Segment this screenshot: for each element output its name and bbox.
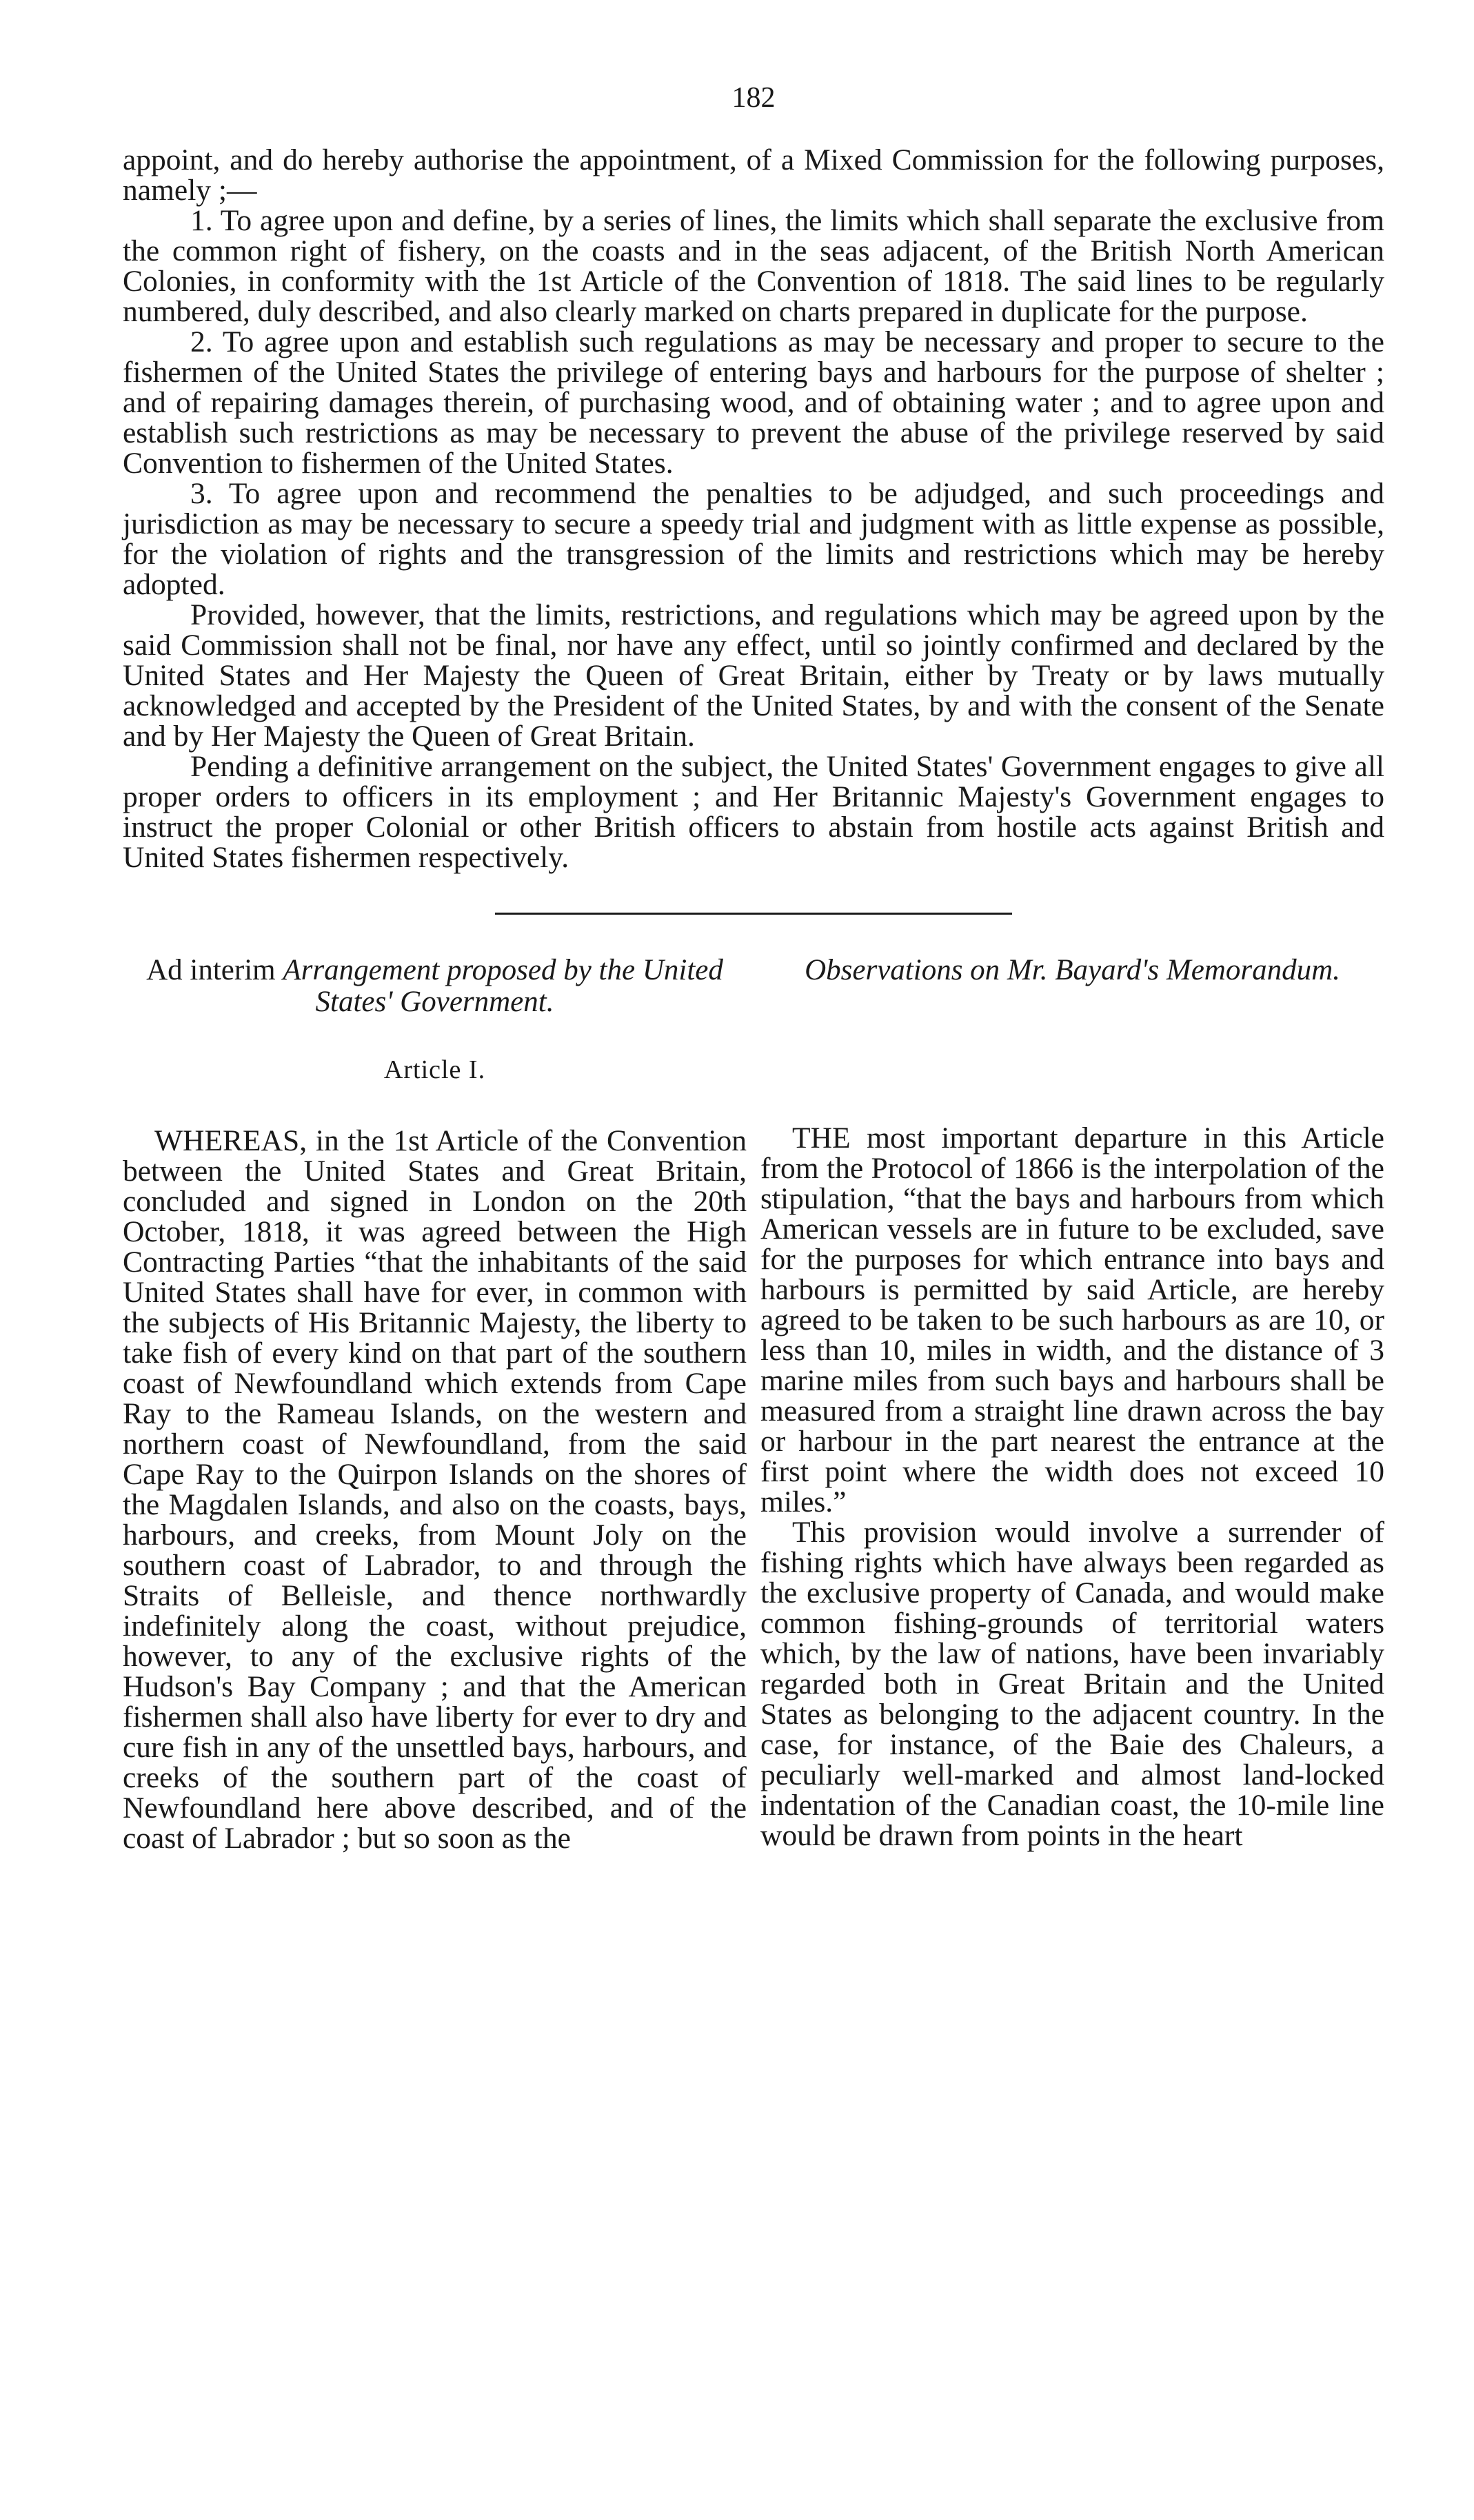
intro-pending: Pending a definitive arrangement on the subject, the United States' Government engages to give all proper orders to officers in its employment ; and Her Britannic Majesty's Government engages to instruct the proper Colonial or other British officers to abstain from hostile acts against British and United States fishermen respectively. — [123, 750, 1384, 874]
left-column-heading — [123, 955, 747, 1018]
left-column-paragraph: WHEREAS, in the 1st Article of the Convention between the United States and Great Britain, concluded and signed in London on the 20th October, 1818, it was agreed between the High Contracting Parties “that the inhabitants of the said United States shall have for ever, in common with the subjects of His Britannic Majesty, the liberty to take fish of every kind on that part of the southern coast of Newfoundland which extends from Cape Ray to the Rameau Islands, on the western and northern coast of Newfoundland, from the said Cape Ray to the Quirpon Islands on the shores of the Magdalen Islands, and also on the coasts, bays, harbours, and creeks, from Mount Joly on the southern coast of Labrador, to and through the Straits of Belleisle, and thence northwardly indefinitely along the coast, without prejudice, however, to any of the exclusive rights of the Hudson's Bay Company ; and that the American fishermen shall also have liberty for ever to dry and cure fish in any of the unsettled bays, harbours, and creeks of the southern part of the coast of Newfoundland here above described, and of the coast of Labrador ; but so soon as the — [123, 1124, 747, 1855]
intro-item-3: 3. To agree upon and recommend the penalties to be adjudged, and such proceedings and jurisdiction as may be necessary to secure a speedy trial and judgment with as little expense as possible, for the violation of rights and the transgression of the limits and restrictions which may be hereby adopted. — [123, 477, 1384, 601]
document-page — [123, 81, 1384, 1853]
left-heading-italic: Arrangement proposed by the United States' Government. — [283, 954, 723, 1018]
two-column-section — [123, 955, 1384, 1853]
right-column-paragraph-1: THE most important departure in this Article from the Protocol of 1866 is the interpolation of the stipulation, “that the bays and harbours from which American vessels are in future to be excluded, save for the purposes for which entrance into bays and harbours is permitted by said Article, are hereby agreed to be taken to be such harbours as are 10, or less than 10, miles in width, and the distance of 3 marine miles from such bays and harbours shall be measured from a straight line drawn across the bay or harbour in the part nearest the entrance at the first point where the width does not exceed 10 miles.” — [760, 1121, 1384, 1518]
section-divider — [495, 913, 1012, 915]
page-number: 182 — [731, 82, 776, 114]
intro-opening: appoint, and do hereby authorise the appointment, of a Mixed Commission for the following purposes, namely ;— — [123, 143, 1384, 207]
intro-item-1: 1. To agree upon and define, by a series of lines, the limits which shall separate the exclusive from the common right of fishery, on the coasts and in the seas adjacent, of the British North American Colonies, in conformity with the 1st Article of the Convention of 1818. The said lines to be regularly numbered, duly described, and also clearly marked on charts prepared in duplicate for the purpose. — [123, 204, 1384, 328]
intro-proviso: Provided, however, that the limits, restrictions, and regulations which may be agreed upon by the said Commission shall not be final, nor have any effect, until so jointly confirmed and declared by the United States and Her Majesty the Queen of Great Britain, either by Treaty or by laws mutually acknowledged and accepted by the President of the United States, by and with the consent of the Senate and by Her Majesty the Queen of Great Britain. — [123, 598, 1384, 753]
right-column-heading — [760, 955, 1384, 986]
right-column — [760, 955, 1384, 1853]
article-heading: Article I. — [383, 1055, 486, 1084]
left-heading-prefix: Ad interim — [146, 954, 276, 986]
right-heading-italic: Observations on Mr. Bayard's Memorandum. — [805, 954, 1340, 986]
intro-section — [123, 145, 1384, 873]
left-column — [123, 955, 747, 1853]
intro-item-2: 2. To agree upon and establish such regulations as may be necessary and proper to secure to the fishermen of the United States the privilege of entering bays and harbours for the purpose of shelter ; and of repairing damages therein, of purchasing wood, and of obtaining water ; and to agree upon and establish such restrictions as may be necessary to prevent the abuse of the privilege reserved by said Convention to fishermen of the United States. — [123, 325, 1384, 480]
right-column-paragraph-2: This provision would involve a surrender of fishing rights which have always been regarded as the exclusive property of Canada, and would make common fishing-grounds of territorial waters which, by the law of nations, have been invariably regarded both in Great Britain and the United States as belonging to the adjacent country. In the case, for instance, of the Baie des Chaleurs, a peculiarly well-marked and almost land-locked indentation of the Canadian coast, the 10-mile line would be drawn from points in the heart — [760, 1516, 1384, 1852]
